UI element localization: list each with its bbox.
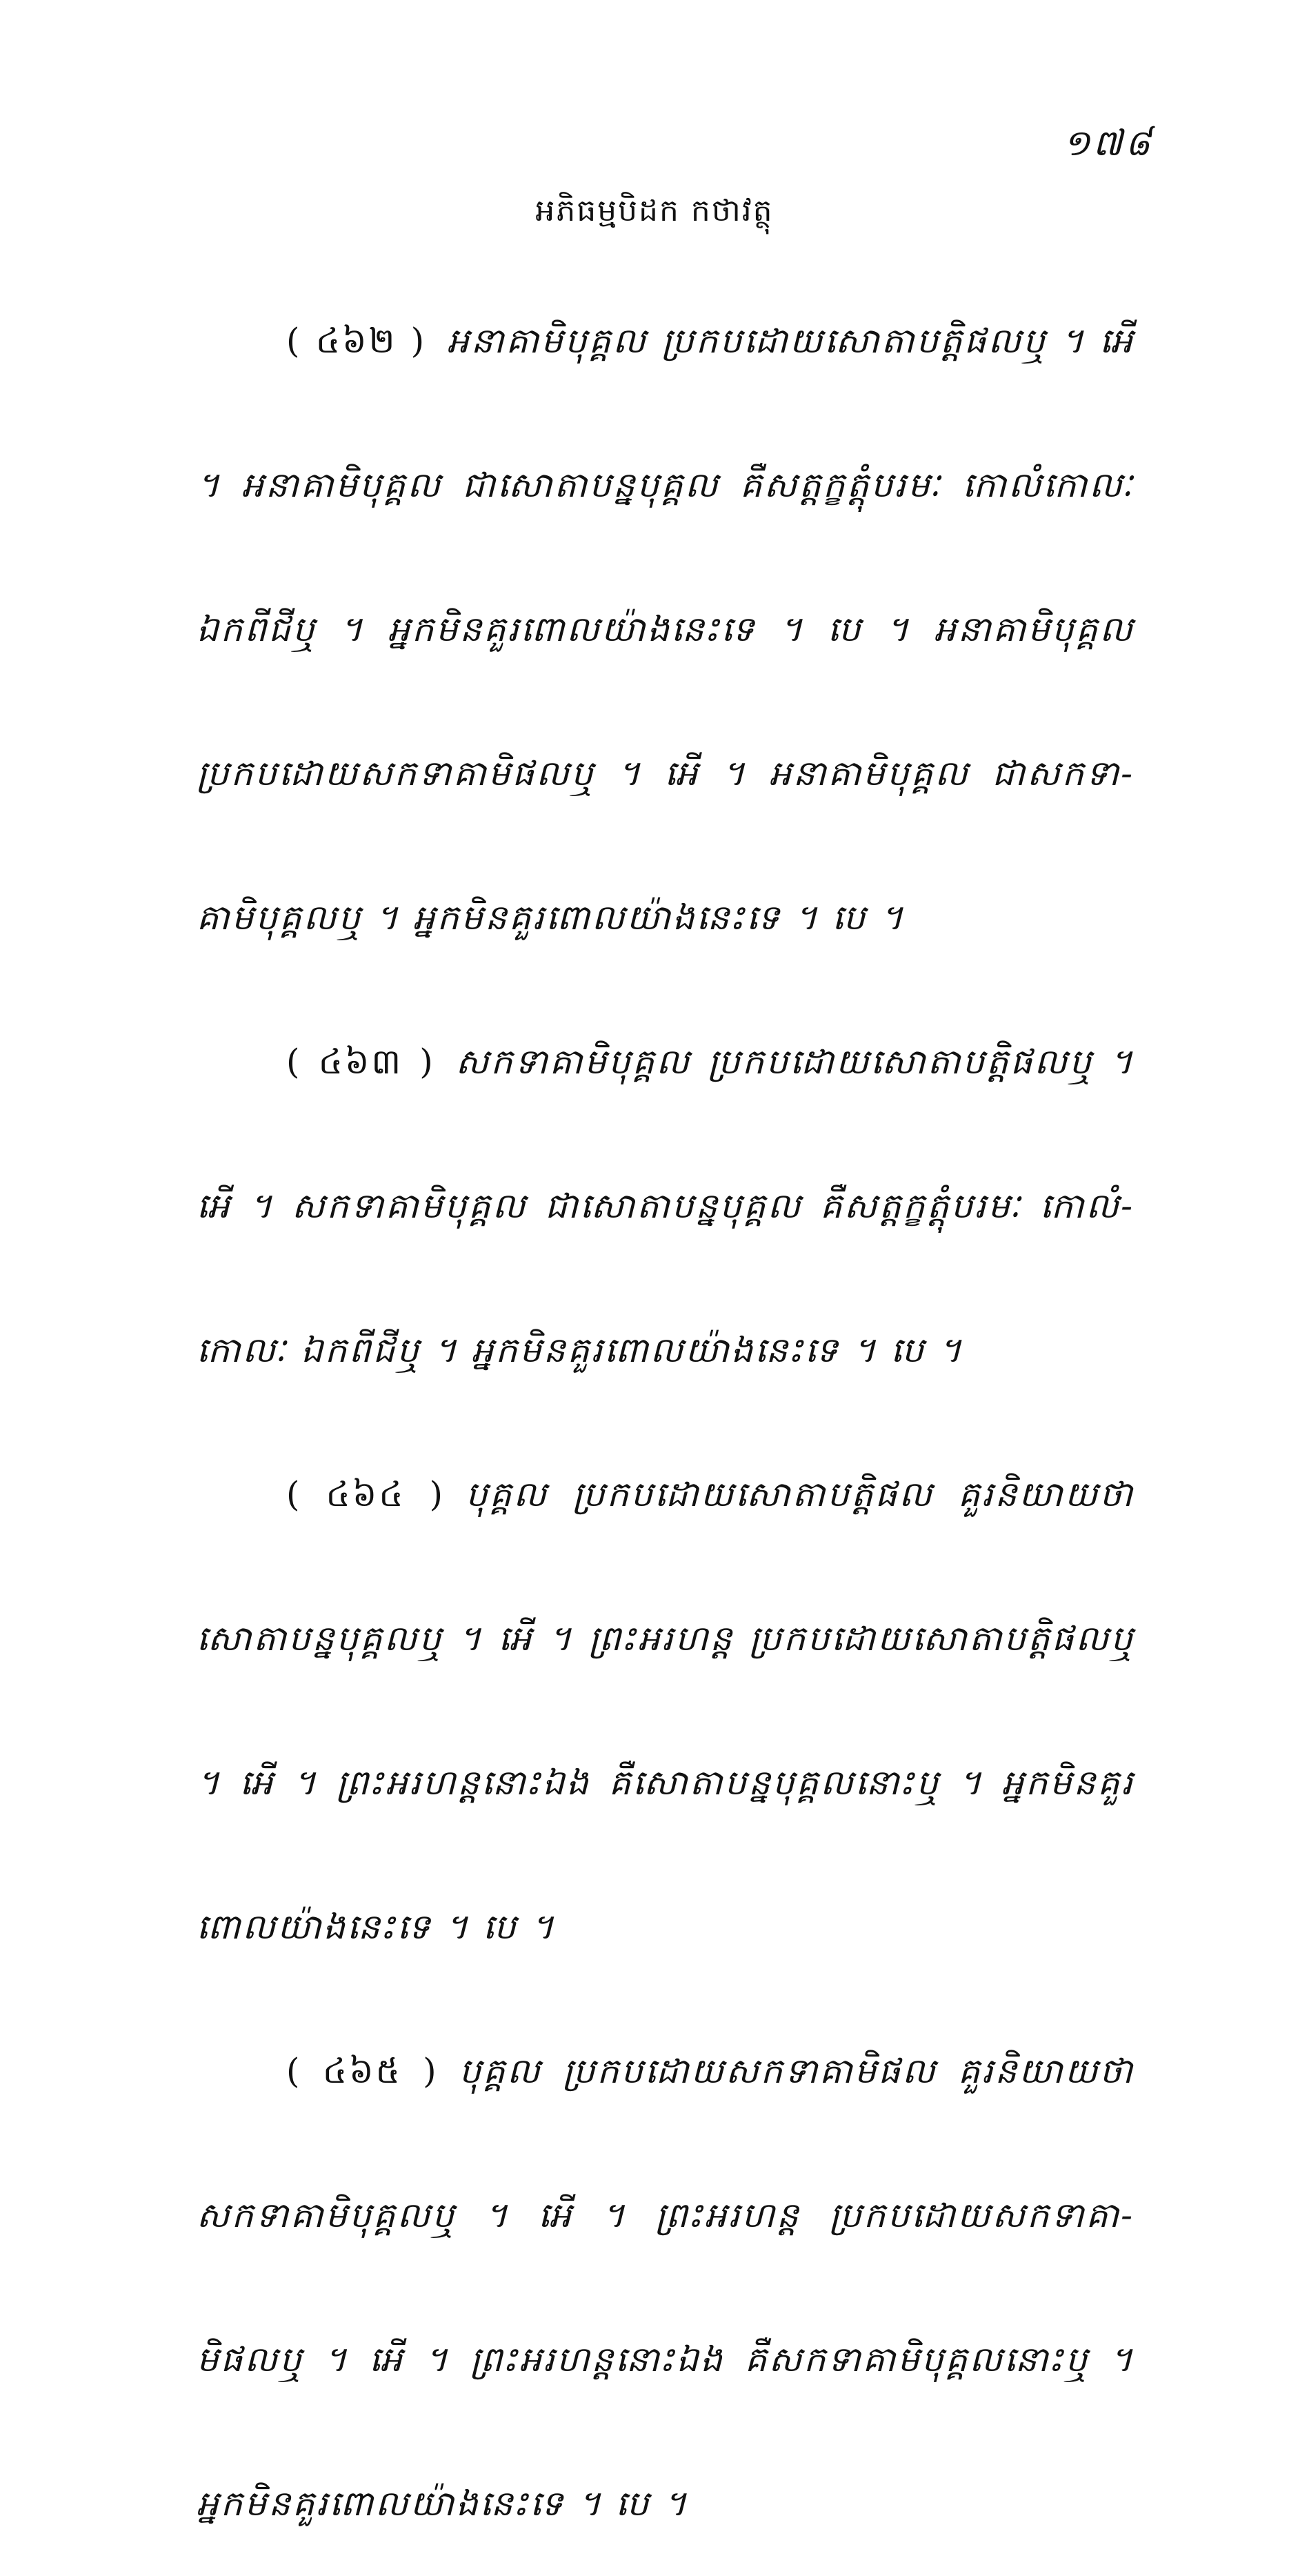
page-number: ១៧៨ [1063,123,1153,164]
paragraph-464 [197,1423,1135,1999]
section-header: អភិធម្មបិដក កថាវត្ថុ [535,193,774,228]
paragraph-number: ( ៤៦២ ) [286,321,427,361]
paragraph-number: ( ៤៦៣ ) [286,1042,435,1082]
body-text [197,269,1135,2576]
paragraph-462 [197,269,1135,990]
paragraph-text: អនាគាមិបុគ្គល ប្រកបដោយសោតាបត្តិផលឬ ។ អើ ។ អនាគាមិបុគ្គល ជាសោតាបន្នបុគ្គល គឺសត្តក្ខត្តុំបរមៈ កោលំកោលៈ ឯកពីជីឬ ។ អ្នកមិនគួរពោលយ៉ាងនេះទេ ។ បេ ។ អនាគាមិបុគ្គល ប្រកបដោយសកទាគាមិផលឬ ។ អើ ។ អនាគាមិបុគ្គល ជាសកទា-គាមិបុគ្គលឬ ។ អ្នកមិនគួរពោលយ៉ាងនេះទេ ។ បេ ។ [197,321,1135,938]
paragraph-number: ( ៤៦៥ ) [286,2051,439,2091]
paragraph-number: ( ៤៦៤ ) [286,1474,446,1514]
paragraph-text: បុគ្គល ប្រកបដោយសកទាគាមិផល គួរនិយាយថា សកទាគាមិបុគ្គលឬ ។ អើ ។ ព្រះអរហន្ត ប្រកបដោយសកទាគា-មិផលឬ ។ អើ ។ ព្រះអរហន្តនោះឯង គឺសកទាគាមិបុគ្គលនោះឬ ។ អ្នកមិនគួរពោលយ៉ាងនេះទេ ។ បេ ។ [197,2051,1135,2524]
paragraph-text: សកទាគាមិបុគ្គល ប្រកបដោយសោតាបត្តិផលឬ ។ អើ ។ សកទាគាមិបុគ្គល ជាសោតាបន្នបុគ្គល គឺសត្តក្ខត្តុំបរមៈ កោលំ-កោលៈ ឯកពីជីឬ ។ អ្នកមិនគួរពោលយ៉ាងនេះទេ ។ បេ ។ [197,1042,1135,1370]
paragraph-463 [197,990,1135,1423]
paragraph-text: បុគ្គល ប្រកបដោយសោតាបត្តិផល គួរនិយាយថា សោតាបន្នបុគ្គលឬ ។ អើ ។ ព្រះអរហន្ត ប្រកបដោយសោតាបត្តិផលឬ ។ អើ ។ ព្រះអរហន្តនោះឯង គឺសោតាបន្នបុគ្គលនោះឬ ។ អ្នកមិនគួរពោលយ៉ាងនេះទេ ។ បេ ។ [197,1474,1135,1947]
paragraph-465 [197,1999,1135,2576]
